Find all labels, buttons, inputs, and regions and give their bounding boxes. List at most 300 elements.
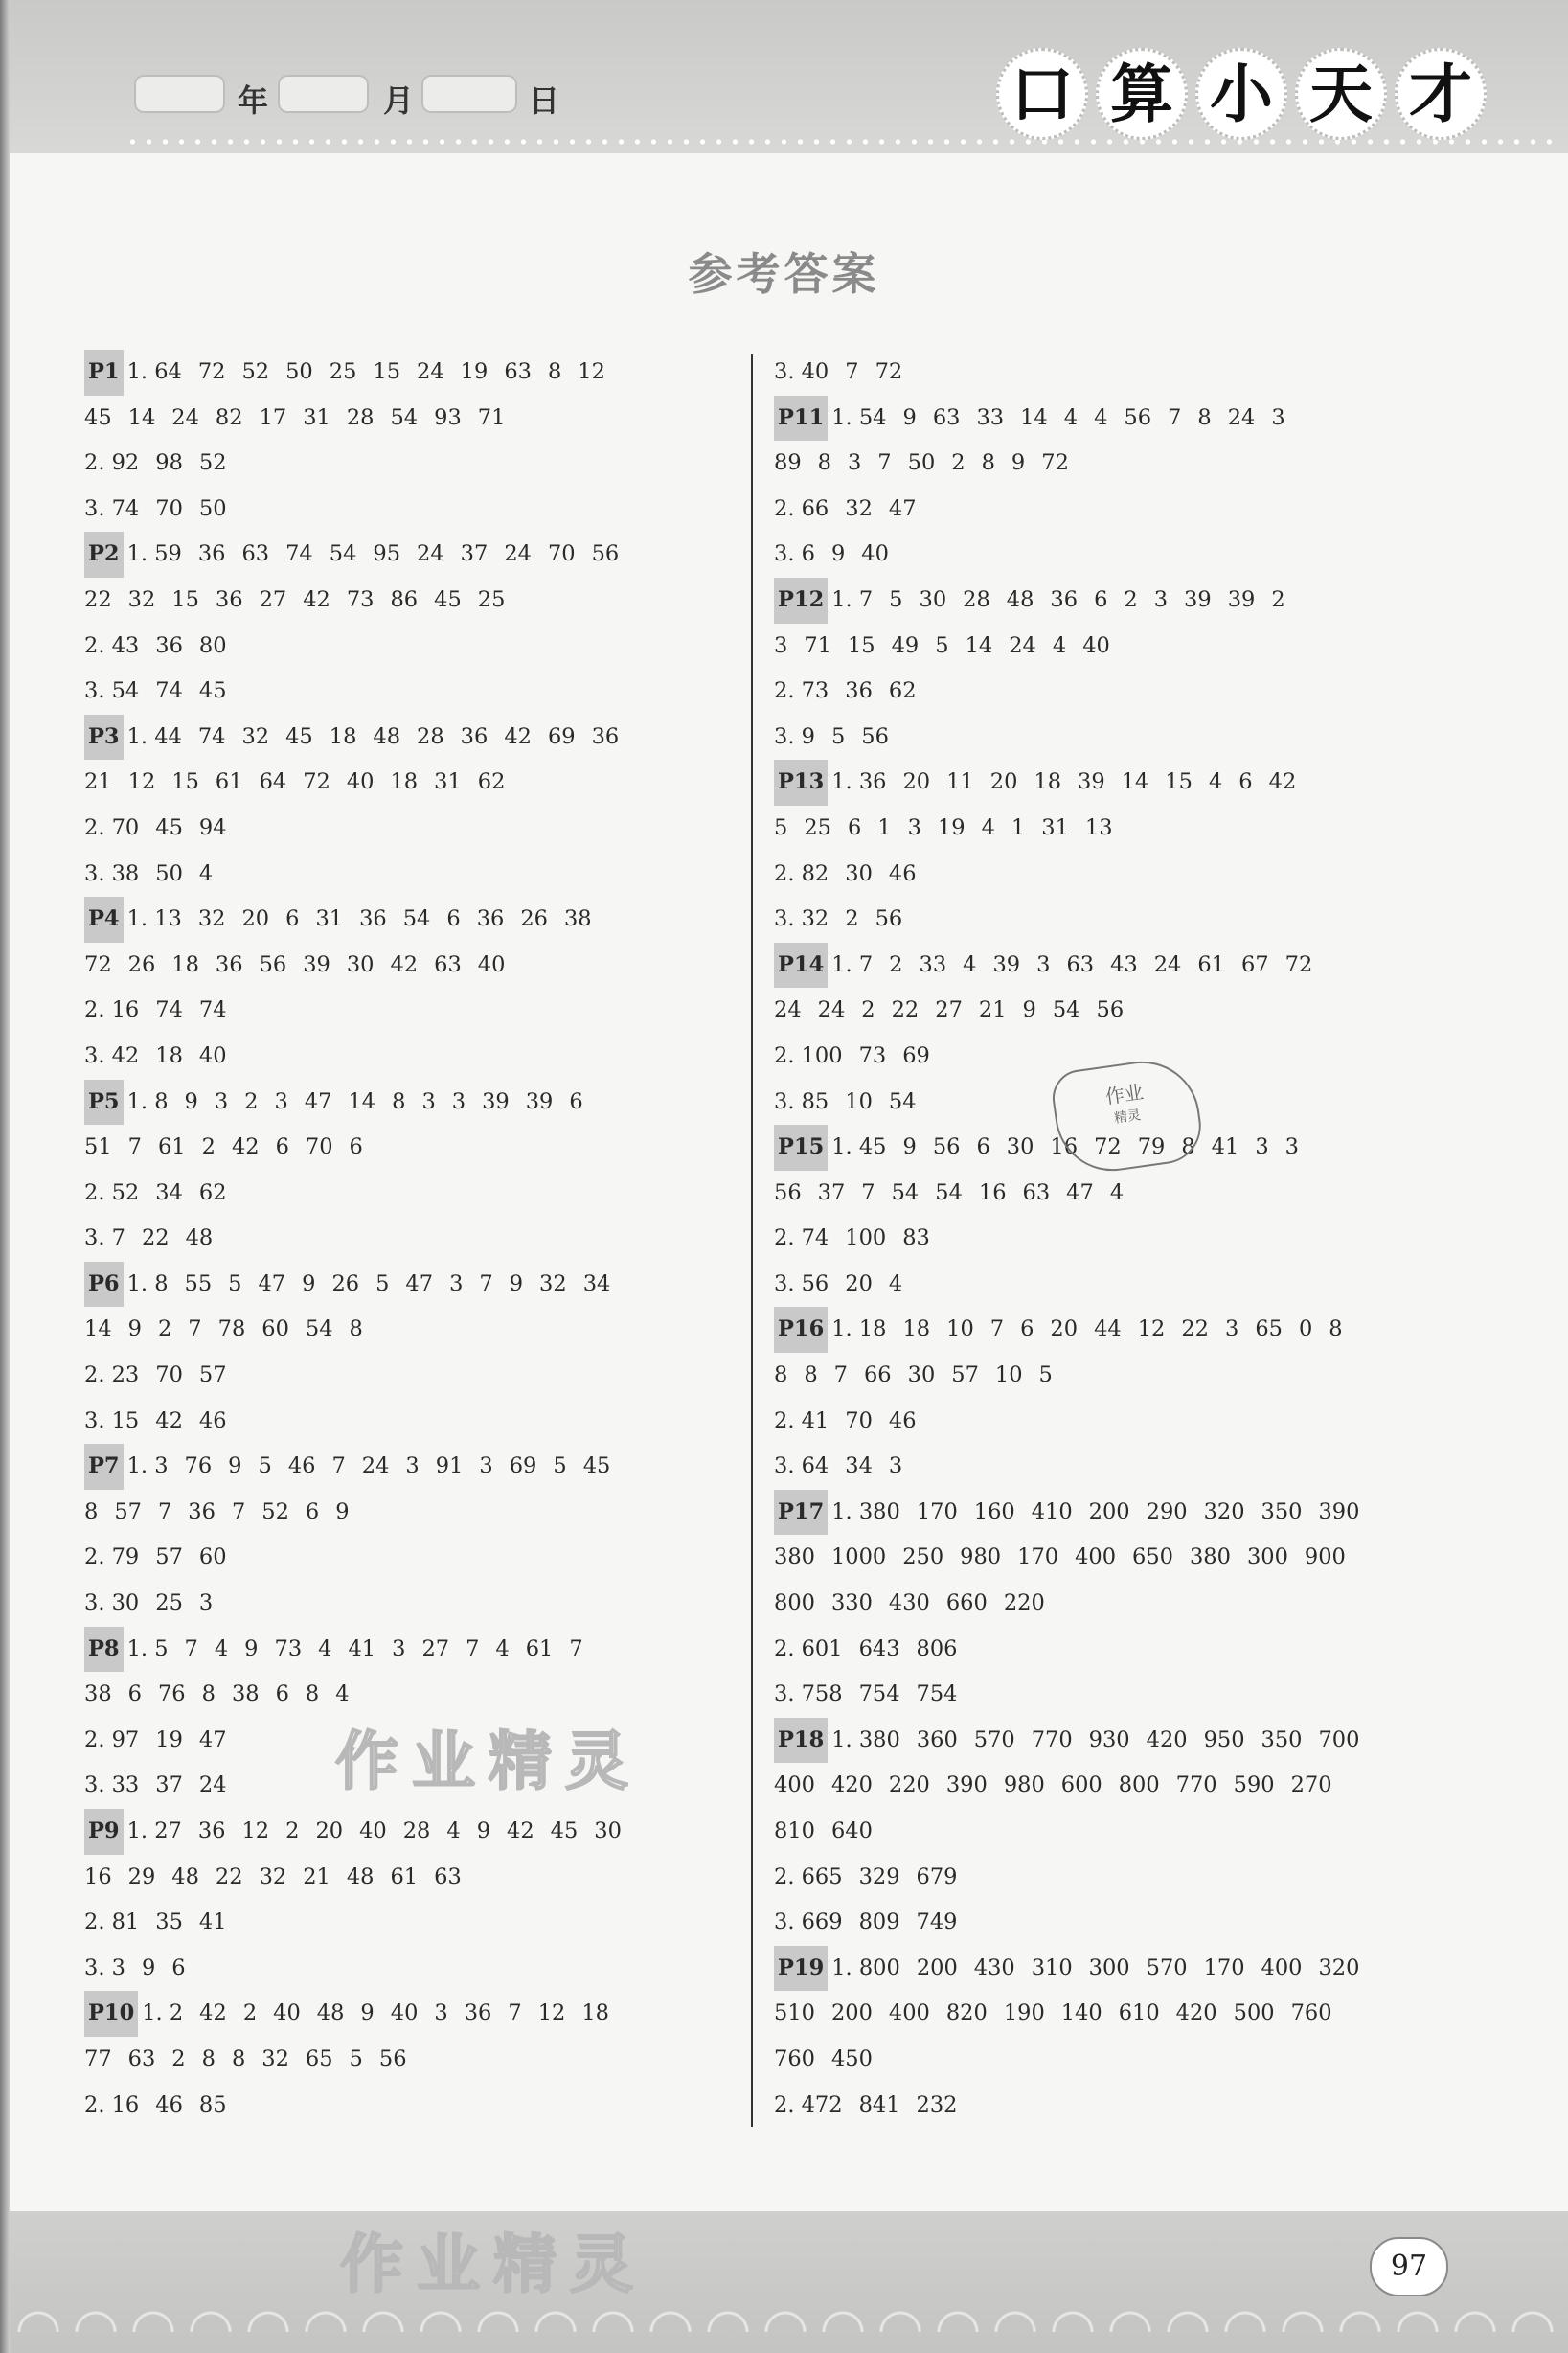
answer-value: 980	[960, 1544, 1002, 1570]
page-header	[10, 0, 1568, 153]
answer-value: 47	[1066, 1179, 1094, 1205]
answer-value: 55	[184, 1270, 213, 1296]
answer-value: 320	[1203, 1498, 1245, 1524]
answer-value: 39	[1078, 769, 1105, 795]
answer-value: 30	[346, 951, 375, 977]
answer-value: 2. 79	[84, 1544, 140, 1570]
answer-value: 760	[774, 2045, 815, 2071]
answer-value: 800	[774, 1590, 815, 1616]
answer-value: 47	[304, 1088, 332, 1114]
answer-value: 8	[349, 1316, 363, 1342]
answer-value: 5	[935, 632, 949, 658]
answer-value: 14	[348, 1088, 376, 1114]
answer-value: 76	[157, 1681, 186, 1707]
answer-value: 43	[1110, 951, 1138, 977]
answer-value: 45	[582, 1453, 611, 1479]
answer-line	[774, 1216, 1444, 1262]
answer-line	[774, 487, 1444, 533]
answer-value: 2. 100	[774, 1042, 843, 1068]
answer-value: 4	[1109, 1179, 1125, 1205]
answer-value: 56	[932, 1134, 961, 1160]
answer-value: 48	[346, 1863, 375, 1889]
answer-value: 3	[888, 1453, 903, 1479]
footer-watermark: 作业精灵	[340, 2227, 647, 2301]
answer-value: 24	[1009, 632, 1036, 658]
answer-value: 40	[359, 1818, 387, 1843]
answer-value: 6	[127, 1681, 142, 1707]
answer-line	[774, 2083, 1444, 2129]
answer-value: 50	[198, 495, 227, 521]
answer-value: 3	[421, 1088, 436, 1114]
answer-value: 3	[451, 1088, 466, 1114]
answer-value: 25	[155, 1590, 183, 1616]
answer-line	[84, 1125, 755, 1171]
answer-value: 390	[1318, 1498, 1360, 1524]
answer-value: 72	[197, 359, 226, 384]
answer-line	[84, 2083, 755, 2129]
answer-value: 26	[520, 906, 548, 932]
answer-value: 3. 30	[84, 1590, 140, 1616]
book-title-char: 口	[996, 48, 1088, 140]
answer-value: 20	[241, 906, 270, 932]
answer-value: 40	[198, 1042, 227, 1068]
answer-value: 841	[858, 2091, 900, 2117]
answer-value: 6	[1094, 586, 1108, 612]
answer-value: 8	[981, 450, 995, 476]
answer-value: 18	[155, 1042, 183, 1068]
answer-value: 39	[303, 951, 330, 977]
answer-value: 66	[863, 1362, 892, 1388]
answer-value: 32	[261, 2045, 289, 2071]
answer-value: 70	[155, 495, 183, 521]
answer-value: 37	[460, 541, 489, 567]
answer-value: 160	[973, 1498, 1015, 1524]
answer-value: 2	[889, 951, 903, 977]
answer-line	[774, 1763, 1444, 1809]
answer-value: 46	[888, 1407, 917, 1433]
answer-value: 42	[390, 951, 419, 977]
answer-value: 33	[976, 404, 1005, 430]
answer-value: 170	[1203, 1954, 1245, 1980]
answer-value: 310	[1031, 1954, 1073, 1980]
answer-value: 62	[888, 678, 917, 704]
answer-value: 400	[1261, 1954, 1303, 1980]
answer-value: 3. 85	[774, 1088, 829, 1114]
watermark: 作业精灵	[335, 1725, 642, 1798]
answer-value: 5	[774, 814, 788, 840]
answer-line	[84, 1627, 755, 1673]
answer-value: 40	[861, 541, 889, 567]
answer-value: 94	[198, 814, 227, 840]
answer-value: 60	[261, 1316, 289, 1342]
answer-value: 3	[274, 1088, 288, 1114]
answer-value: 170	[916, 1498, 958, 1524]
answer-value: 34	[845, 1453, 873, 1479]
answer-value: 57	[155, 1544, 183, 1570]
answer-value: 570	[1146, 1954, 1188, 1980]
answer-value: 36	[197, 541, 226, 567]
answer-value: 1. 18	[831, 1316, 887, 1342]
answer-value: 39	[482, 1088, 510, 1114]
answer-value: 7	[989, 1316, 1005, 1342]
answer-value: 1. 380	[831, 1726, 900, 1752]
answer-line	[84, 1080, 755, 1126]
answer-line	[774, 1946, 1444, 1992]
answer-value: 24	[817, 997, 846, 1023]
answer-value: 39	[1227, 586, 1256, 612]
answer-value: 45	[285, 723, 313, 749]
answer-value: 39	[992, 951, 1021, 977]
answer-line	[774, 1307, 1444, 1353]
answer-value: 7	[1168, 404, 1182, 430]
answer-value: 20	[989, 769, 1018, 795]
answer-value: 22	[1181, 1316, 1209, 1342]
answer-line	[774, 1900, 1444, 1946]
answer-value: 3	[434, 2000, 448, 2026]
answer-line	[774, 1399, 1444, 1445]
answer-value: 27	[259, 586, 287, 612]
answer-value: 74	[197, 723, 226, 749]
answer-value: 1. 54	[831, 404, 887, 430]
answer-line	[774, 1262, 1444, 1308]
page-tag: P3	[84, 715, 124, 761]
answer-value: 16	[84, 1863, 112, 1889]
answer-value: 7	[833, 1362, 848, 1388]
answer-value: 35	[155, 1909, 183, 1935]
answer-value: 7	[231, 1498, 246, 1524]
answer-value: 15	[171, 769, 199, 795]
answer-value: 24	[774, 997, 802, 1023]
answer-value: 32	[845, 495, 873, 521]
answer-value: 1. 8	[126, 1088, 169, 1114]
answer-line	[774, 988, 1444, 1034]
answer-value: 36	[591, 723, 620, 749]
answer-value: 1	[877, 814, 892, 840]
answer-value: 54	[329, 541, 357, 567]
answer-value: 320	[1318, 1954, 1360, 1980]
answer-value: 36	[215, 951, 243, 977]
answer-value: 100	[845, 1225, 887, 1251]
answer-value: 24	[361, 1453, 390, 1479]
answer-value: 54	[1052, 997, 1080, 1023]
answer-value: 8	[547, 359, 562, 384]
answer-line	[84, 1399, 755, 1445]
answer-value: 36	[464, 2000, 492, 2026]
answer-value: 72	[303, 769, 330, 795]
answer-value: 41	[198, 1909, 227, 1935]
answer-value: 1. 45	[831, 1134, 887, 1160]
answer-value: 6	[976, 1134, 990, 1160]
answer-value: 7	[127, 1134, 142, 1160]
answer-value: 3. 32	[774, 906, 829, 932]
answer-line	[84, 396, 755, 442]
answer-value: 18	[1034, 769, 1062, 795]
answer-value: 2. 52	[84, 1179, 140, 1205]
answer-value: 3	[405, 1453, 420, 1479]
year-label: 年	[238, 82, 269, 119]
answer-value: 85	[198, 2091, 227, 2117]
answer-line	[84, 1216, 755, 1262]
answer-value: 770	[1031, 1726, 1073, 1752]
answer-value: 54	[390, 404, 419, 430]
answer-value: 63	[434, 951, 462, 977]
answer-value: 15	[1165, 769, 1193, 795]
page-tag: P18	[774, 1718, 828, 1764]
answer-value: 22	[141, 1225, 170, 1251]
answer-value: 643	[858, 1635, 900, 1661]
answer-value: 46	[888, 860, 917, 886]
answer-value: 24	[1153, 951, 1182, 977]
answer-value: 38	[563, 906, 592, 932]
answer-line	[84, 715, 755, 761]
answer-value: 69	[902, 1042, 930, 1068]
answer-value: 37	[155, 1772, 183, 1798]
answer-value: 3	[1255, 1134, 1269, 1160]
answer-value: 63	[241, 541, 270, 567]
answer-value: 56	[1096, 997, 1125, 1023]
answer-value: 30	[594, 1818, 622, 1843]
answer-line	[84, 532, 755, 578]
answer-value: 6	[275, 1134, 289, 1160]
answer-value: 679	[916, 1863, 958, 1889]
answer-value: 38	[231, 1681, 260, 1707]
answer-line	[774, 1718, 1444, 1764]
answer-line	[774, 943, 1444, 989]
answer-value: 41	[348, 1635, 376, 1661]
answer-value: 190	[1003, 2000, 1045, 2026]
answer-value: 450	[830, 2045, 873, 2071]
answer-value: 329	[858, 1863, 900, 1889]
answer-value: 400	[888, 2000, 930, 2026]
answer-value: 8	[305, 1681, 320, 1707]
answer-value: 36	[197, 1818, 226, 1843]
page-tag: P14	[774, 943, 828, 989]
date-field	[134, 75, 594, 117]
answer-value: 8	[1329, 1316, 1343, 1342]
answer-line	[84, 852, 755, 898]
answer-value: 14	[1020, 404, 1048, 430]
answer-value: 2	[951, 450, 966, 476]
answer-value: 3	[907, 814, 921, 840]
answer-value: 5	[553, 1453, 567, 1479]
answer-value: 3	[449, 1270, 464, 1296]
answer-value: 63	[1066, 951, 1095, 977]
answer-value: 1. 5	[126, 1635, 169, 1661]
answer-value: 220	[1003, 1590, 1045, 1616]
page-tag: P6	[84, 1262, 124, 1308]
answer-value: 6	[275, 1681, 289, 1707]
answer-value: 22	[84, 586, 112, 612]
answer-line	[774, 624, 1444, 670]
page-tag: P16	[774, 1307, 828, 1353]
answer-value: 56	[875, 906, 903, 932]
answer-line	[84, 578, 755, 624]
stamp-text-line1: 作业	[1103, 1080, 1146, 1108]
answer-value: 36	[1050, 586, 1079, 612]
answer-value: 2. 97	[84, 1726, 140, 1752]
answer-value: 47	[888, 495, 917, 521]
answer-value: 3	[392, 1635, 406, 1661]
answer-line	[84, 1900, 755, 1946]
answer-value: 72	[1094, 1134, 1122, 1160]
answer-value: 24	[504, 541, 532, 567]
answer-line	[84, 1946, 755, 1992]
answer-line	[84, 441, 755, 487]
answer-value: 1. 44	[126, 723, 182, 749]
answer-value: 749	[916, 1909, 958, 1935]
answer-value: 950	[1203, 1726, 1245, 1752]
answer-value: 4	[446, 1818, 461, 1843]
answer-value: 62	[198, 1179, 227, 1205]
answer-line	[774, 441, 1444, 487]
answer-value: 3	[1224, 1316, 1239, 1342]
answer-value: 4	[963, 951, 977, 977]
answer-line	[774, 897, 1444, 943]
answer-value: 200	[916, 1954, 958, 1980]
answer-value: 46	[198, 1407, 227, 1433]
answer-value: 72	[1041, 450, 1069, 476]
answer-value: 1. 7	[831, 951, 874, 977]
answer-value: 18	[581, 2000, 609, 2026]
answer-value: 3	[214, 1088, 229, 1114]
answer-value: 8	[804, 1362, 818, 1388]
answer-value: 2. 16	[84, 2091, 140, 2117]
page-tag: P15	[774, 1125, 828, 1171]
answer-value: 95	[373, 541, 401, 567]
answer-value: 70	[547, 541, 576, 567]
month-label: 月	[383, 82, 415, 119]
answer-value: 26	[331, 1270, 360, 1296]
answer-value: 36	[359, 906, 387, 932]
answer-value: 8	[1181, 1134, 1195, 1160]
answer-value: 76	[184, 1453, 213, 1479]
answer-value: 11	[946, 769, 974, 795]
answer-value: 54	[402, 906, 431, 932]
answer-value: 38	[84, 1681, 112, 1707]
answer-value: 500	[1233, 2000, 1275, 2026]
answer-value: 9	[360, 2000, 375, 2026]
answer-value: 6	[305, 1498, 320, 1524]
answer-line	[774, 852, 1444, 898]
answer-value: 12	[537, 2000, 566, 2026]
book-title-char: 才	[1395, 48, 1487, 140]
answer-line	[774, 806, 1444, 852]
answer-value: 2. 81	[84, 1909, 140, 1935]
answer-value: 1. 36	[831, 769, 887, 795]
answer-value: 1. 13	[126, 906, 182, 932]
answer-value: 36	[188, 1498, 216, 1524]
page-tag: P1	[84, 350, 124, 396]
answer-value: 6	[847, 814, 862, 840]
answer-value: 47	[258, 1270, 286, 1296]
answer-value: 28	[417, 723, 444, 749]
answer-value: 63	[504, 359, 532, 384]
answer-value: 40	[477, 951, 506, 977]
answer-line	[84, 1535, 755, 1581]
answer-value: 600	[1060, 1772, 1102, 1798]
answer-value: 9	[1022, 997, 1036, 1023]
answer-value: 12	[127, 769, 156, 795]
answer-value: 1. 7	[831, 586, 874, 612]
answers-right-column	[774, 350, 1444, 2128]
answer-value: 74	[198, 997, 227, 1023]
answer-value: 28	[963, 586, 990, 612]
answer-value: 250	[902, 1544, 944, 1570]
answer-value: 350	[1261, 1726, 1303, 1752]
answer-value: 34	[155, 1179, 183, 1205]
answer-value: 2. 73	[774, 678, 829, 704]
answer-value: 10	[845, 1088, 873, 1114]
answer-value: 4	[1052, 632, 1067, 658]
answer-value: 40	[390, 2000, 419, 2026]
answer-value: 9	[902, 1134, 917, 1160]
answer-value: 3. 74	[84, 495, 140, 521]
answer-value: 2	[845, 906, 859, 932]
answer-value: 31	[315, 906, 344, 932]
answer-value: 71	[477, 404, 506, 430]
answer-value: 73	[346, 586, 375, 612]
answer-value: 420	[830, 1772, 873, 1798]
answer-value: 4	[214, 1635, 229, 1661]
page-tag: P17	[774, 1490, 828, 1536]
answer-line	[774, 1444, 1444, 1490]
answer-value: 1. 27	[126, 1818, 182, 1843]
answer-value: 47	[405, 1270, 434, 1296]
answer-value: 27	[935, 997, 963, 1023]
answer-value: 5	[349, 2045, 363, 2071]
answer-value: 2	[244, 1088, 259, 1114]
answer-value: 1. 3	[126, 1453, 169, 1479]
answer-value: 1. 59	[126, 541, 182, 567]
answer-value: 72	[875, 359, 903, 384]
answer-value: 3. 33	[84, 1772, 140, 1798]
answer-value: 56	[591, 541, 620, 567]
answer-value: 13	[1084, 814, 1113, 840]
answer-value: 16	[1050, 1134, 1079, 1160]
answer-value: 2. 23	[84, 1362, 140, 1388]
answer-value: 4	[1063, 404, 1079, 430]
answer-value: 2	[201, 1134, 216, 1160]
answer-value: 660	[945, 1590, 988, 1616]
answer-value: 42	[507, 1818, 534, 1843]
answer-value: 810	[774, 1818, 815, 1843]
answer-value: 25	[329, 359, 357, 384]
answer-value: 9	[141, 1954, 156, 1980]
answer-line	[774, 1171, 1444, 1217]
answer-value: 36	[845, 678, 873, 704]
answer-value: 3. 3	[84, 1954, 125, 1980]
answer-line	[774, 1581, 1444, 1627]
answer-value: 30	[845, 860, 873, 886]
answer-value: 9	[830, 541, 846, 567]
answer-value: 4	[1208, 769, 1223, 795]
answer-value: 56	[774, 1179, 802, 1205]
answer-value: 42	[303, 586, 330, 612]
answer-value: 770	[1175, 1772, 1217, 1798]
answer-value: 36	[476, 906, 505, 932]
answer-value: 61	[215, 769, 243, 795]
answer-value: 300	[1088, 1954, 1130, 1980]
decorative-arches	[10, 2303, 1568, 2332]
answer-value: 50	[155, 860, 183, 886]
answer-value: 930	[1088, 1726, 1130, 1752]
answer-line	[84, 624, 755, 670]
answer-value: 18	[390, 769, 419, 795]
answer-value: 2. 665	[774, 1863, 843, 1889]
answer-value: 61	[525, 1635, 554, 1661]
answer-value: 400	[1075, 1544, 1117, 1570]
answer-value: 22	[215, 1863, 243, 1889]
